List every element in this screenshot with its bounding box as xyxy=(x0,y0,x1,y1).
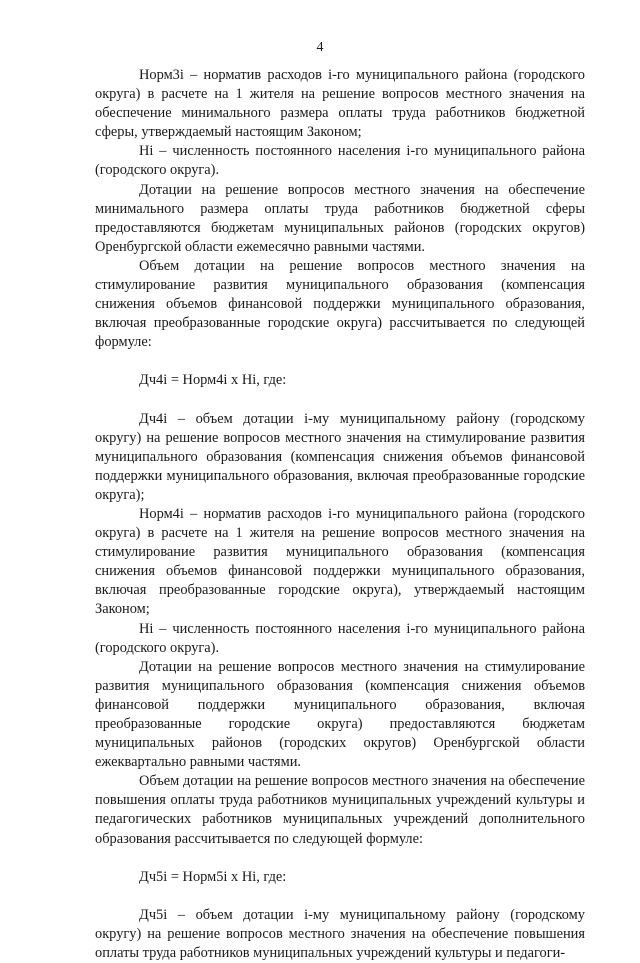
page-number: 4 xyxy=(316,40,324,55)
paragraph-norm3-definition: Норм3i – норматив расходов i-го муниципального района (городского округа) в расчете на 1 жителя на решение вопросов местного значения на обеспечение минимального размера оплаты труда работников бюджетной сферы, утверждаемый настоящим Законом; xyxy=(95,67,585,141)
paragraph-dch5-definition: Дч5i – объем дотации i-му муниципальному району (городскому округу) на решение вопросов местного значения на обеспечение повышения оплаты труда работников муниципальных учреждений культуры и педагоги- xyxy=(95,906,585,961)
paragraph-formula-intro-5: Объем дотации на решение вопросов местного значения на обеспечение повышения оплаты труда работников муниципальных учреждений культуры и педагогических работников муниципальных учреждений дополнительного образования рассчитывается по следующей формуле: xyxy=(95,773,585,847)
paragraph-population-definition: Нi – численность постоянного населения i-го муниципального района (городского округа). xyxy=(95,143,585,179)
paragraph-norm4-definition: Норм4i – норматив расходов i-го муниципального района (городского округа) в расчете на 1 жителя на решение вопросов местного значения на стимулирование развития муниципального образования (компенсация снижения объемов финансовой поддержки муниципального образования, включая преобразованные городские округа), утверждаемый настоящим Законом; xyxy=(95,505,585,618)
paragraph-dch4-definition: Дч4i – объем дотации i-му муниципальному району (городскому округу) на решение вопросов местного значения на стимулирование развития муниципального образования (компенсация снижения объемов финансовой поддержки муниципального образования, включая преобразованные городские округа); xyxy=(95,410,585,503)
formula-dch5: Дч5i = Норм5i х Нi, где: xyxy=(139,868,287,885)
paragraph-subsidy-quarterly: Дотации на решение вопросов местного значения на стимулирование развития муниципального образования (компенсация снижения объемов финансовой поддержки муниципального образования, включая преобразованные городские округа) предоставляются бюджетам муниципальных районов (городских округов) Оренбургской области ежеквартально равными частями. xyxy=(95,658,585,771)
paragraph-population-definition-2: Нi – численность постоянного населения i-го муниципального района (городского округа). xyxy=(95,620,585,656)
paragraph-subsidy-monthly: Дотации на решение вопросов местного значения на обеспечение минимального размера оплаты труда работников бюджетной сферы предоставляются бюджетам муниципальных районов (городских округов) Оренбургской области ежемесячно равными частями. xyxy=(95,181,585,255)
paragraph-formula-intro-4: Объем дотации на решение вопросов местного значения на стимулирование развития муниципального образования (компенсация снижения объемов финансовой поддержки муниципального образования, включая преобразованные городские округа) рассчитывается по следующей формуле: xyxy=(95,257,585,351)
formula-dch4: Дч4i = Норм4i х Нi, где: xyxy=(139,372,287,389)
document-body xyxy=(95,66,585,963)
